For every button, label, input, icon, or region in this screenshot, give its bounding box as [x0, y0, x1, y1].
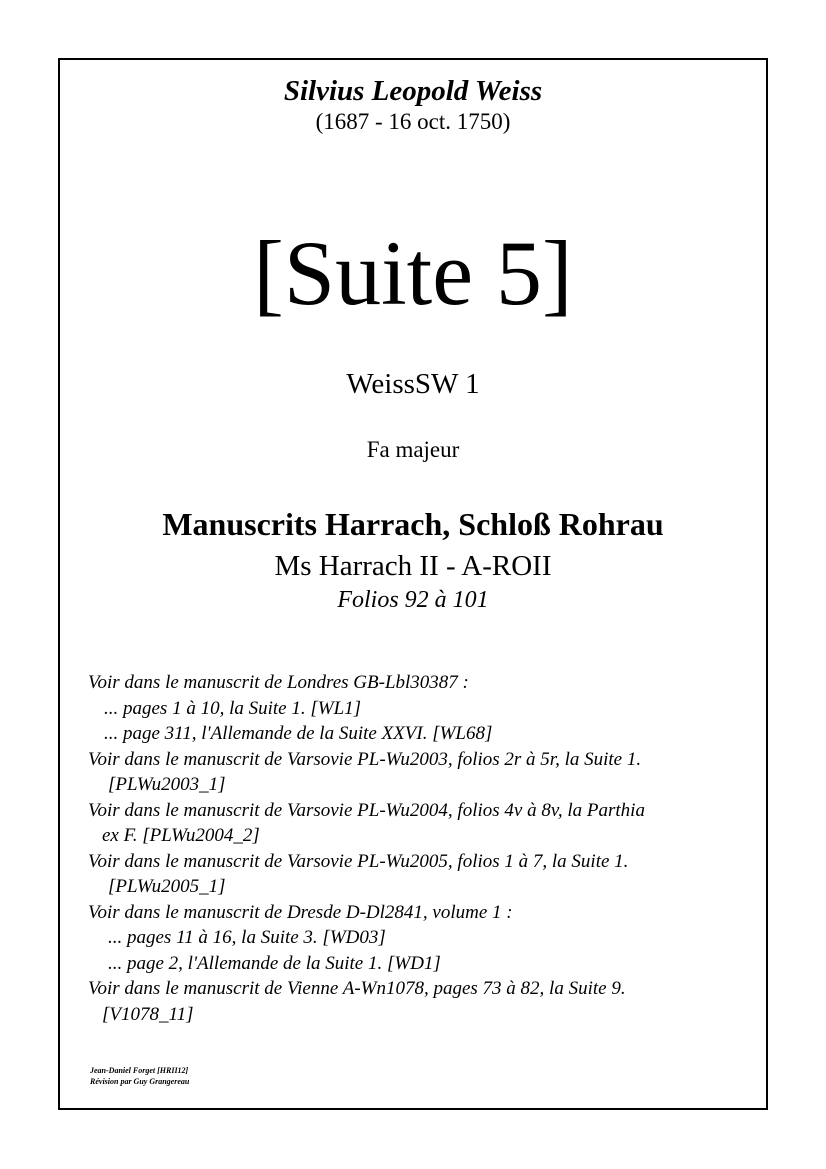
- reference-line: Voir dans le manuscrit de Varsovie PL-Wu2003, folios 2r à 5r, la Suite 1.: [88, 748, 642, 770]
- reference-line: Voir dans le manuscrit de Dresde D-Dl2841, volume 1 :: [88, 901, 513, 923]
- credits: [90, 1065, 189, 1087]
- reference-line: ... page 311, l'Allemande de la Suite XXVI. [WL68]: [104, 723, 493, 744]
- reference-line: Voir dans le manuscrit de Londres GB-Lbl30387 :: [88, 672, 469, 693]
- manuscript-id: Ms Harrach II - A-ROII: [274, 550, 552, 582]
- musical-key: Fa majeur: [366, 437, 460, 462]
- reference-list: [88, 670, 756, 1027]
- catalog-number: WeissSW 1: [346, 368, 480, 400]
- folio-range: Folios 92 à 101: [337, 587, 489, 613]
- composer-dates: (1687 - 16 oct. 1750): [315, 109, 511, 134]
- reference-line: ... page 2, l'Allemande de la Suite 1. [WD1]: [108, 952, 441, 974]
- reference-line: ... pages 1 à 10, la Suite 1. [WL1]: [104, 697, 362, 719]
- reference-line: ex F. [PLWu2004_2]: [102, 825, 260, 846]
- reference-line: [PLWu2005_1]: [108, 876, 226, 897]
- page-title: [Suite 5]: [253, 222, 573, 324]
- revision-credit: Révision par Guy Grangereau: [90, 1077, 190, 1086]
- reference-line: Voir dans le manuscrit de Varsovie PL-Wu2004, folios 4v à 8v, la Parthia: [88, 799, 645, 821]
- reference-line: Voir dans le manuscrit de Varsovie PL-Wu2005, folios 1 à 7, la Suite 1.: [88, 850, 629, 872]
- reference-line: [PLWu2003_1]: [108, 774, 226, 795]
- editor-credit: Jean-Daniel Forget [HRII12]: [90, 1066, 189, 1075]
- source-collection: Manuscrits Harrach, Schloß Rohrau: [162, 506, 664, 542]
- reference-line: ... pages 11 à 16, la Suite 3. [WD03]: [108, 927, 386, 948]
- page-border: [58, 58, 768, 1110]
- reference-line: Voir dans le manuscrit de Vienne A-Wn1078, pages 73 à 82, la Suite 9.: [88, 978, 626, 999]
- reference-line: [V1078_11]: [102, 1003, 194, 1025]
- composer-name: Silvius Leopold Weiss: [283, 75, 543, 107]
